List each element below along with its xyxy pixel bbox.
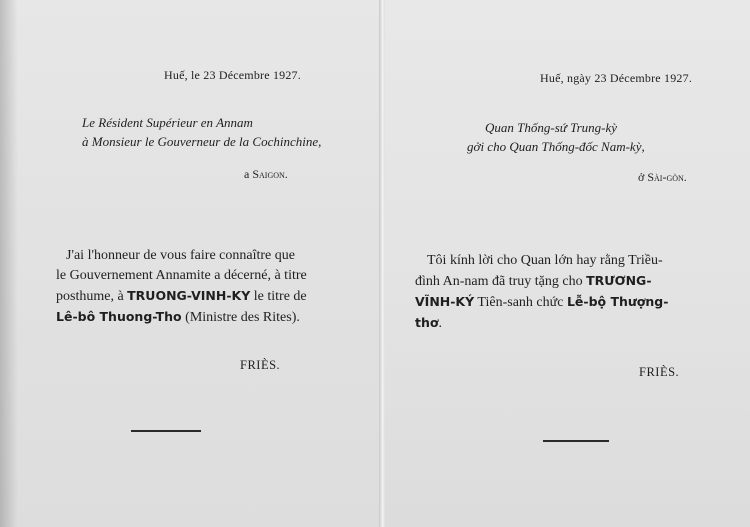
- left-destination-prefix: a: [244, 167, 253, 181]
- page-edge-shadow: [0, 0, 18, 527]
- right-address-line2: gởi cho Quan Thống-đốc Nam-kỳ,: [467, 139, 645, 154]
- left-signature: FRIÈS.: [240, 358, 281, 372]
- right-body-line3-mid: Tiên-sanh chức: [474, 295, 567, 310]
- left-closing-rule: [131, 430, 201, 432]
- left-address-line1: Le Résident Supérieur en Annam: [82, 115, 253, 130]
- left-body-line3-end: le titre de: [250, 289, 307, 304]
- left-body-line2: le Gouvernement Annamite a décerné, à titre: [56, 268, 307, 283]
- left-date: Huế, le 23 Décembre 1927.: [164, 68, 301, 82]
- right-closing-rule: [543, 440, 609, 442]
- right-person-name-part2: VĨNH-KÝ: [415, 294, 475, 309]
- left-body-text: [56, 246, 326, 328]
- right-body-line4-end: .: [438, 316, 442, 331]
- right-body-line2-start: đình An-nam đã truy tặng cho: [415, 274, 587, 289]
- right-address-line1: Quan Thống-sứ Trung-kỳ: [485, 120, 618, 135]
- right-title-part1: Lễ-bộ Thượng-: [566, 294, 669, 309]
- left-destination: [244, 167, 288, 182]
- right-body-line2: [415, 271, 727, 292]
- right-date: Huế, ngày 23 Décembre 1927.: [540, 71, 693, 85]
- right-person-name-part1: TRƯƠNG-: [586, 273, 652, 288]
- left-body-line4: [56, 307, 326, 328]
- left-destination-city: Saigon.: [252, 167, 288, 181]
- right-body-text: [415, 251, 727, 334]
- right-destination: [638, 170, 687, 185]
- right-body-line1: Tôi kính lời cho Quan lớn hay rằng Triều-: [427, 253, 663, 268]
- left-address-block: [82, 113, 321, 151]
- right-title-part2: thơ: [415, 315, 439, 330]
- right-address-block: [467, 118, 645, 156]
- left-address-line2: à Monsieur le Gouverneur de la Cochinchine,: [82, 134, 322, 149]
- right-page-vietnamese: [385, 0, 750, 527]
- right-destination-prefix: ở: [638, 170, 648, 184]
- left-body-line3-start: posthume, à: [56, 289, 128, 304]
- right-destination-city: Sài-gòn.: [647, 170, 687, 184]
- left-body-line1: J'ai l'honneur de vous faire connaître que: [66, 248, 295, 263]
- left-person-name: TRUONG-VINH-KY: [127, 288, 251, 303]
- right-body-line3: [415, 292, 727, 313]
- left-body-line4-end: (Ministre des Rites).: [181, 310, 300, 325]
- left-body-line3: [56, 286, 326, 307]
- left-title-name: Lê-bô Thuong-Tho: [56, 309, 182, 324]
- right-signature: FRIÈS.: [639, 365, 680, 379]
- right-body-line4: [415, 313, 727, 334]
